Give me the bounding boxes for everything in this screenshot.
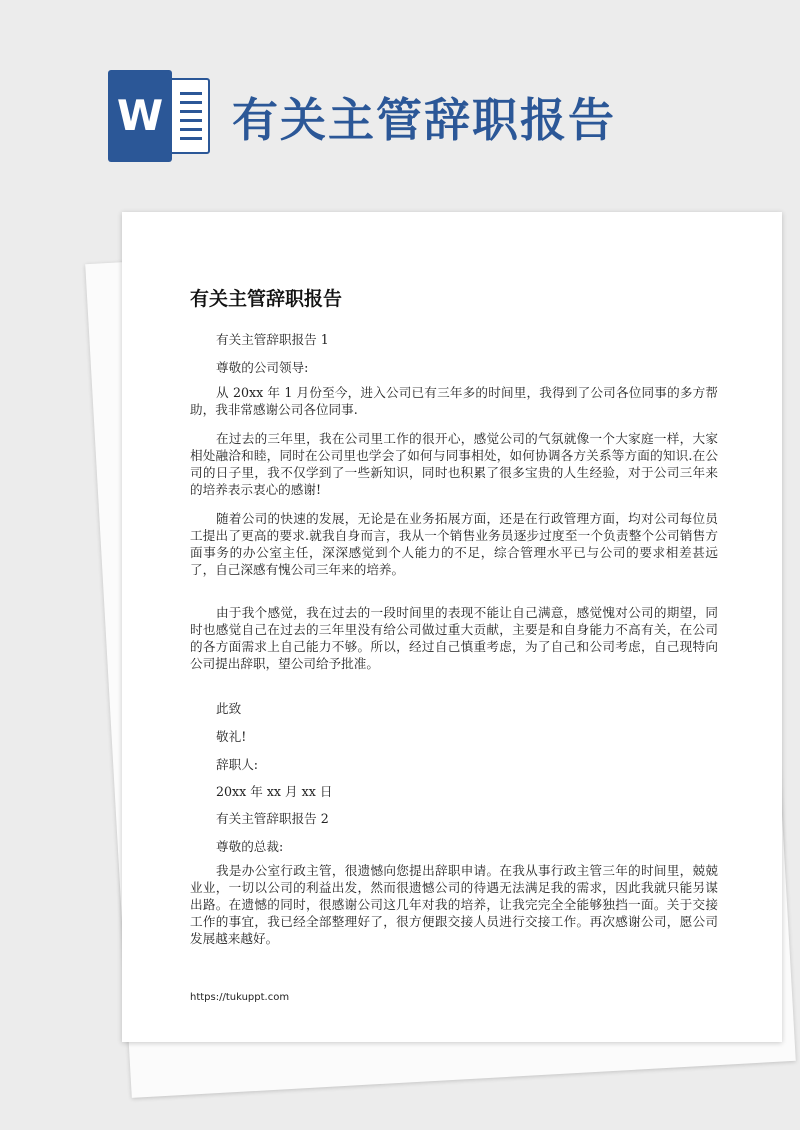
resigner-label: 辞职人: (216, 757, 259, 772)
document-title: 有关主管辞职报告 (190, 288, 343, 310)
closing-line: 此致 (216, 701, 242, 716)
report-heading-1: 有关主管辞职报告 1 (216, 332, 329, 347)
report-heading-2: 有关主管辞职报告 2 (216, 811, 329, 826)
document-page (122, 212, 782, 1042)
word-logo-icon (108, 70, 212, 162)
salutation-1: 尊敬的公司领导: (216, 360, 309, 375)
date-line: 20xx 年 xx 月 xx 日 (216, 784, 333, 799)
paragraph: 从 20xx 年 1 月份至今，进入公司已有三年多的时间里，我得到了公司各位同事的多方帮助，我非常感谢公司各位同事. (190, 385, 718, 417)
paragraph: 在过去的三年里，我在公司里工作的很开心，感觉公司的气氛就像一个大家庭一样，大家相处融洽和睦，同时在公司里也学会了如何与同事相处，如何协调各方关系等方面的知识.在公司的日子里，我不仅学到了一些新知识，同时也积累了很多宝贵的人生经验，对于公司三年来的培养表示衷心的感谢! (190, 431, 718, 497)
closing-line: 敬礼! (216, 729, 247, 744)
header-title: 有关主管辞职报告 (232, 93, 616, 147)
salutation-2: 尊敬的总裁: (216, 839, 284, 854)
paragraph: 由于我个感觉，我在过去的一段时间里的表现不能让自己满意，感觉愧对公司的期望，同时也感觉自己在过去的三年里没有给公司做过重大贡献，主要是和自身能力不高有关，在公司的各方面需求上自己能力不够。所以，经过自己慎重考虑，为了自己和公司考虑，自己现特向公司提出辞职，望公司给予批准。 (190, 605, 718, 671)
paragraph: 随着公司的快速的发展，无论是在业务拓展方面，还是在行政管理方面，均对公司每位员工提出了更高的要求.就我自身而言，我从一个销售业务员逐步过度至一个负责整个公司销售方面事务的办公室主任，深深感觉到个人能力的不足，综合管理水平已与公司的要求相差甚远了，自己深感有愧公司三年来的培养。 (190, 511, 718, 577)
footer-url: https://tukuppt.com (190, 992, 290, 1003)
paragraph: 我是办公室行政主管，很遗憾向您提出辞职申请。在我从事行政主管三年的时间里，兢兢业业，一切以公司的利益出发，然而很遗憾公司的待遇无法满足我的需求，因此我就只能另谋出路。在遗憾的同时，很感谢公司这几年对我的培养，让我完完全全能够独挡一面。关于交接工作的事宜，我已经全部整理好了，很方便跟交接人员进行交接工作。再次感谢公司，愿公司发展越来越好。 (190, 863, 718, 946)
word-letter: W (108, 70, 172, 162)
